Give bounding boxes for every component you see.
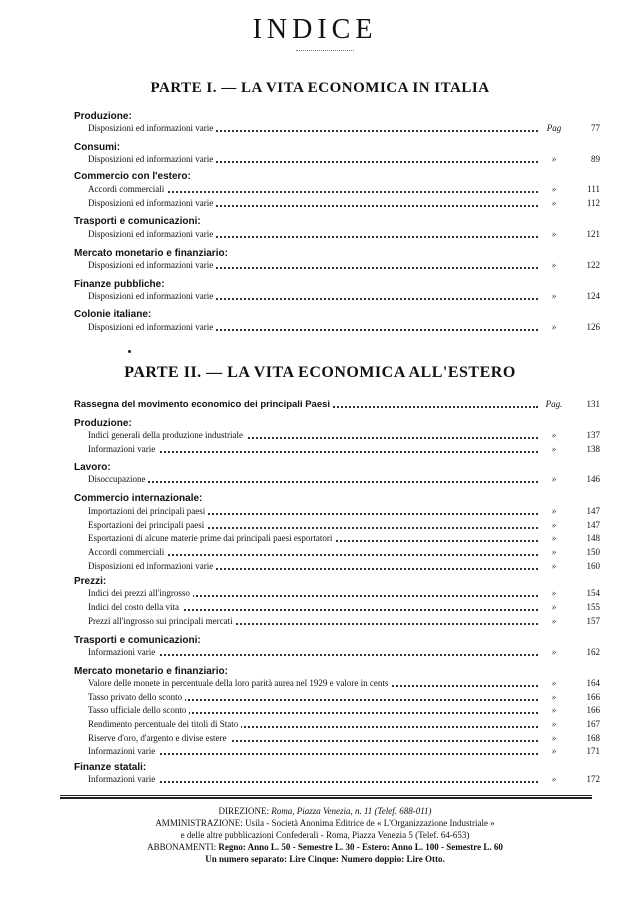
index-entry <box>88 719 600 731</box>
index-entry <box>88 291 600 303</box>
entry-label: Valore delle monete in percentuale della loro parità aurea nel 1929 e valore in cents <box>88 678 391 688</box>
footer-direzione <box>70 806 580 816</box>
page-marker: » <box>551 647 557 657</box>
page-number: 148 <box>586 533 600 543</box>
footer-text: Un numero separato: Lire Cinque: Numero doppio: Lire Otto. <box>205 854 445 864</box>
entry-label: Tasso ufficiale dello sconto <box>88 705 189 715</box>
page-number: 121 <box>586 229 600 239</box>
footer-text: Regno: Anno L. 50 - Semestre L. 30 - Estero: Anno L. 100 - Semestre L. 60 <box>218 842 503 852</box>
index-entry <box>88 602 600 614</box>
page-marker: » <box>551 616 557 626</box>
page-marker: » <box>551 678 557 688</box>
part-1-title: PARTE I. — LA VITA ECONOMICA IN ITALIA <box>150 80 490 96</box>
page-marker: » <box>551 291 557 301</box>
page-marker: » <box>551 444 557 454</box>
entry-label: Esportazioni dei principali paesi <box>88 520 207 530</box>
page-number: 77 <box>591 123 600 133</box>
entry-label: Riserve d'oro, d'argento e divise estere <box>88 733 230 743</box>
page-number: 171 <box>586 746 600 756</box>
page-number: 147 <box>586 506 600 516</box>
page-number: 111 <box>587 184 600 194</box>
entry-label: Accordi commerciali <box>88 547 167 557</box>
footer-amministrazione <box>70 818 580 828</box>
page-marker: » <box>551 184 557 194</box>
page-marker: » <box>551 733 557 743</box>
page-number: 126 <box>586 322 600 332</box>
section-heading: Trasporti e comunicazioni: <box>74 635 201 646</box>
footer-label: AMMINISTRAZIONE: <box>155 818 243 828</box>
entry-label: Informazioni varie <box>88 647 158 657</box>
index-entry <box>88 198 600 210</box>
page-marker: » <box>551 547 557 557</box>
page-number: 164 <box>586 678 600 688</box>
entry-label: Informazioni varie <box>88 774 158 784</box>
index-entry <box>88 678 600 690</box>
section-heading: Mercato monetario e finanziario: <box>74 666 228 677</box>
index-entry <box>88 229 600 241</box>
index-entry <box>88 588 600 600</box>
index-entry <box>88 705 600 717</box>
page-number: 157 <box>586 616 600 626</box>
section-heading: Produzione: <box>74 418 132 429</box>
section-heading: Colonie italiane: <box>74 309 152 320</box>
page-number: 166 <box>586 692 600 702</box>
entry-label: Indici dei prezzi all'ingrosso <box>88 588 193 598</box>
section-heading: Finanze statali: <box>74 762 147 773</box>
entry-label: Indici generali della produzione industriale <box>88 430 246 440</box>
index-entry <box>88 322 600 334</box>
page-number: 155 <box>586 602 600 612</box>
page-marker: » <box>551 260 557 270</box>
leader-dots <box>88 481 538 483</box>
page-marker: » <box>551 705 557 715</box>
page-number: 150 <box>586 547 600 557</box>
entry-label: Tasso privato dello sconto <box>88 692 185 702</box>
page-number: 89 <box>591 154 600 164</box>
footer-abbonamenti <box>70 842 580 852</box>
index-entry <box>88 444 600 456</box>
index-entry <box>88 547 600 559</box>
section-heading: Commercio internazionale: <box>74 493 203 504</box>
footer-text: Roma, Piazza Venezia, n. 11 (Telef. 688-011) <box>271 806 432 816</box>
page-marker: » <box>551 588 557 598</box>
entry-label: Disposizioni ed informazioni varie <box>88 260 216 270</box>
index-entry <box>88 506 600 518</box>
page-marker: » <box>551 430 557 440</box>
section-heading: Commercio con l'estero: <box>74 171 191 182</box>
page-marker: » <box>551 229 557 239</box>
page-marker: Pag <box>546 123 562 133</box>
page-number: 168 <box>586 733 600 743</box>
entry-label: Informazioni varie <box>88 746 158 756</box>
section-heading: Consumi: <box>74 142 121 153</box>
entry-label: Disoccupazione <box>88 474 148 484</box>
entry-label: Accordi commerciali <box>88 184 167 194</box>
section-heading: Prezzi: <box>74 576 107 587</box>
index-entry <box>88 123 600 135</box>
part-2-title: PARTE II. — LA VITA ECONOMICA ALL'ESTERO <box>124 364 516 381</box>
index-entry <box>88 430 600 442</box>
page-marker: » <box>551 533 557 543</box>
page-marker: Pag. <box>545 399 563 409</box>
page-number: 160 <box>586 561 600 571</box>
page-number: 124 <box>586 291 600 301</box>
index-entry <box>88 692 600 704</box>
page-marker: » <box>551 692 557 702</box>
page-marker: » <box>551 602 557 612</box>
footer-label: ABBONAMENTI: <box>147 842 217 852</box>
page-number: 137 <box>586 430 600 440</box>
footer-label: DIREZIONE: <box>218 806 269 816</box>
page-number: 138 <box>586 444 600 454</box>
index-entry <box>88 474 600 486</box>
section-heading: Finanze pubbliche: <box>74 279 165 290</box>
page-number: 112 <box>586 198 600 208</box>
entry-label: Disposizioni ed informazioni varie <box>88 123 216 133</box>
entry-label: Prezzi all'ingrosso sui principali mercati <box>88 616 236 626</box>
page-number: 167 <box>586 719 600 729</box>
page-number: 146 <box>586 474 600 484</box>
page-marker: » <box>551 198 557 208</box>
page-marker: » <box>551 746 557 756</box>
index-entry <box>88 520 600 532</box>
page-marker: » <box>551 322 557 332</box>
entry-label: Disposizioni ed informazioni varie <box>88 198 216 208</box>
page-marker: » <box>551 506 557 516</box>
section-heading: Trasporti e comunicazioni: <box>74 216 201 227</box>
title-underline <box>296 50 354 51</box>
footer-amministrazione-2: e delle altre pubblicazioni Confederali - Roma, Piazza Venezia 5 (Telef. 64-653) <box>180 830 470 840</box>
footer-rule <box>60 795 592 796</box>
section-heading: Lavoro: <box>74 462 111 473</box>
index-entry <box>88 774 600 786</box>
footer-numero <box>70 854 580 864</box>
page-number: 122 <box>586 260 600 270</box>
index-entry <box>88 616 600 628</box>
ink-speck <box>128 350 131 353</box>
entry-label: Rendimento percentuale dei titoli di Stato <box>88 719 241 729</box>
index-entry <box>88 746 600 758</box>
footer-rule <box>60 797 592 799</box>
index-entry <box>88 561 600 573</box>
page-marker: » <box>551 561 557 571</box>
entry-label: Informazioni varie <box>88 444 158 454</box>
entry-label: Rassegna del movimento economico dei principali Paesi <box>74 399 333 410</box>
page-number: 131 <box>586 399 600 409</box>
entry-label: Disposizioni ed informazioni varie <box>88 291 216 301</box>
entry-label: Disposizioni ed informazioni varie <box>88 561 216 571</box>
index-entry <box>88 733 600 745</box>
page-marker: » <box>551 774 557 784</box>
index-entry <box>88 154 600 166</box>
page-marker: » <box>551 154 557 164</box>
entry-label: Disposizioni ed informazioni varie <box>88 322 216 332</box>
entry-label: Disposizioni ed informazioni varie <box>88 229 216 239</box>
page-number: 172 <box>586 774 600 784</box>
entry-label: Disposizioni ed informazioni varie <box>88 154 216 164</box>
entry-label: Esportazioni di alcune materie prime dai principali paesi esportatori <box>88 533 335 543</box>
page-number: 154 <box>586 588 600 598</box>
page-marker: » <box>551 719 557 729</box>
index-entry <box>88 184 600 196</box>
footer-text: Usila - Società Anonima Editrice de « L'Organizzazione Industriale » <box>245 818 495 828</box>
page-marker: » <box>551 520 557 530</box>
entry-label: Importazioni dei principali paesi <box>88 506 208 516</box>
index-entry <box>88 533 600 545</box>
index-entry <box>88 647 600 659</box>
page-title: INDICE <box>252 14 378 45</box>
page-marker: » <box>551 474 557 484</box>
page-number: 162 <box>586 647 600 657</box>
index-entry <box>88 260 600 272</box>
page-number: 166 <box>586 705 600 715</box>
page-number: 147 <box>586 520 600 530</box>
index-entry <box>74 399 600 411</box>
section-heading: Produzione: <box>74 111 132 122</box>
entry-label: Indici del costo della vita <box>88 602 182 612</box>
section-heading: Mercato monetario e finanziario: <box>74 248 228 259</box>
